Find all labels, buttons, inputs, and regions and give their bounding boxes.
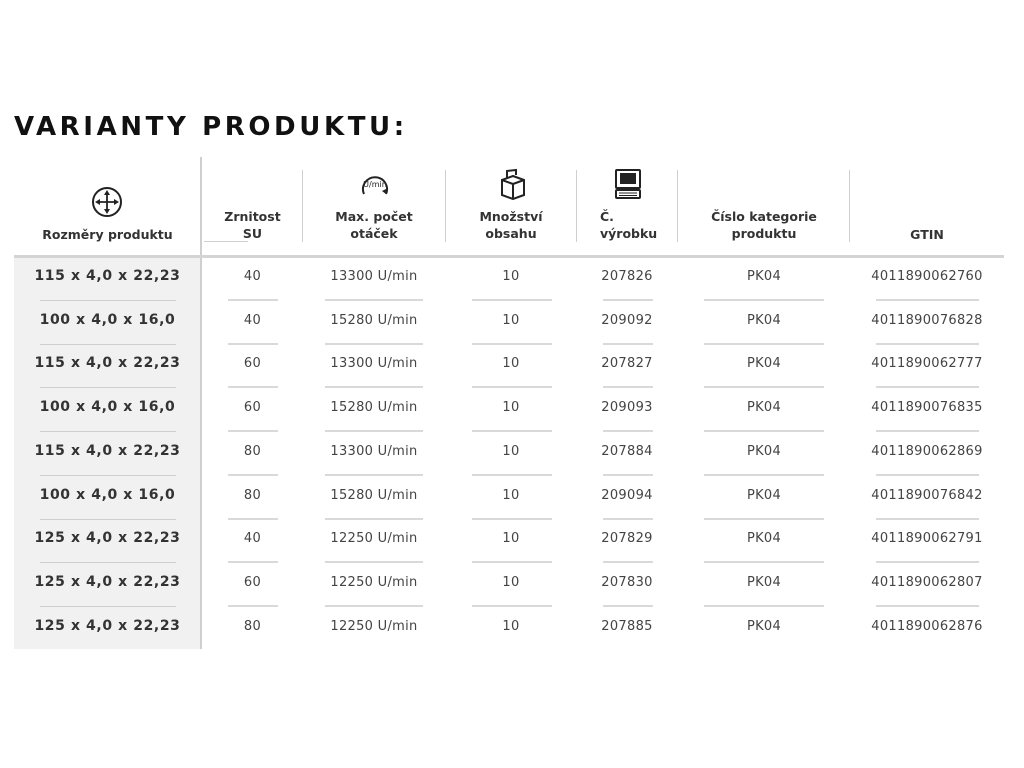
cell-rpm: 15280 U/min: [330, 400, 418, 416]
row-underline: [325, 474, 423, 476]
cell-category: PK04: [746, 269, 782, 284]
box-icon: [498, 168, 528, 200]
row-underline: [228, 474, 278, 476]
cell-dimensions: 125 x 4,0 x 22,23: [34, 573, 181, 590]
cell-dimensions: 115 x 4,0 x 22,23: [34, 442, 181, 459]
row-underline: [704, 561, 824, 563]
header-divider: [445, 170, 446, 242]
header-quantity: Množství obsahu: [479, 209, 543, 241]
cell-grit: 80: [243, 443, 262, 459]
row-underline: [228, 386, 278, 388]
cell-item-number: 207829: [601, 531, 653, 547]
row-underline: [876, 474, 979, 476]
header-dimensions: Rozměry produktu: [42, 227, 173, 242]
table-row: [0, 520, 1024, 564]
row-underline: [325, 430, 423, 432]
row-underline: [704, 518, 824, 520]
row-underline: [704, 386, 824, 388]
row-underline: [325, 343, 423, 345]
table-row: [0, 345, 1024, 389]
header-item-number: Č. výrobku: [600, 209, 658, 241]
cell-rpm: 13300 U/min: [330, 443, 418, 459]
row-underline: [876, 518, 979, 520]
row-underline: [472, 561, 552, 563]
cell-gtin: 4011890076842: [871, 487, 983, 503]
page-title: VARIANTY PRODUKTU:: [14, 112, 408, 142]
table-row: [0, 302, 1024, 346]
row-underline: [228, 561, 278, 563]
cell-quantity: 10: [502, 618, 520, 634]
cell-dimensions: 125 x 4,0 x 22,23: [34, 617, 181, 634]
cell-rpm: 13300 U/min: [330, 356, 418, 372]
row-underline: [876, 605, 979, 607]
row-underline: [704, 343, 824, 345]
cell-gtin: 4011890062807: [871, 574, 983, 590]
cell-grit: 60: [243, 574, 262, 590]
header-category: Číslo kategorie produktu: [711, 209, 817, 241]
row-underline: [603, 474, 653, 476]
row-underline: [704, 474, 824, 476]
header-divider: [849, 170, 850, 242]
row-underline: [472, 386, 552, 388]
cell-dimensions: 115 x 4,0 x 22,23: [34, 268, 181, 284]
rpm-gauge-icon: [357, 170, 393, 200]
cell-gtin: 4011890062869: [871, 443, 983, 459]
header-divider: [677, 170, 678, 242]
cell-category: PK04: [746, 312, 782, 328]
row-underline: [704, 299, 824, 301]
table-row: [0, 258, 1024, 302]
cell-quantity: 10: [502, 356, 520, 372]
cell-gtin: 4011890062777: [871, 356, 983, 372]
cell-gtin: 4011890062876: [871, 618, 983, 634]
cell-category: PK04: [746, 531, 782, 547]
cell-quantity: 10: [502, 487, 520, 503]
row-underline: [876, 386, 979, 388]
cell-gtin: 4011890062791: [871, 531, 983, 547]
row-underline: [325, 299, 423, 301]
cell-grit: 80: [243, 618, 262, 634]
row-underline: [228, 430, 278, 432]
row-underline: [876, 343, 979, 345]
table-row: [0, 433, 1024, 477]
cell-item-number: 207885: [601, 618, 653, 634]
four-way-arrows-icon: [91, 186, 123, 218]
cell-quantity: 10: [502, 443, 520, 459]
row-underline: [876, 299, 979, 301]
cell-rpm: 12250 U/min: [330, 531, 418, 547]
table-row: [0, 608, 1024, 652]
row-underline: [603, 518, 653, 520]
cell-category: PK04: [746, 356, 782, 372]
cell-item-number: 207827: [601, 356, 653, 372]
row-underline: [228, 518, 278, 520]
header-grit: Zrnitost SU: [224, 209, 281, 241]
row-underline: [472, 343, 552, 345]
cell-dimensions: 115 x 4,0 x 22,23: [34, 355, 181, 372]
cell-item-number: 209094: [601, 487, 653, 503]
cell-dimensions: 100 x 4,0 x 16,0: [39, 486, 176, 503]
row-underline: [325, 386, 423, 388]
row-underline: [876, 430, 979, 432]
cell-category: PK04: [746, 400, 782, 416]
cell-dimensions: 100 x 4,0 x 16,0: [39, 399, 176, 416]
cell-quantity: 10: [502, 312, 520, 328]
cell-category: PK04: [746, 574, 782, 590]
row-underline: [603, 561, 653, 563]
row-underline: [472, 474, 552, 476]
row-underline: [228, 605, 278, 607]
cell-rpm: 15280 U/min: [330, 312, 418, 328]
header-divider: [576, 170, 577, 242]
cell-grit: 80: [243, 487, 262, 503]
header-gtin: GTIN: [910, 227, 944, 242]
cell-grit: 60: [243, 400, 262, 416]
cell-gtin: 4011890062760: [871, 269, 983, 284]
row-underline: [472, 518, 552, 520]
cell-gtin: 4011890076828: [871, 312, 983, 328]
row-underline: [325, 561, 423, 563]
table-row: [0, 564, 1024, 608]
row-underline: [325, 518, 423, 520]
cell-grit: 60: [243, 356, 262, 372]
cell-grit: 40: [243, 269, 262, 284]
cell-dimensions: 100 x 4,0 x 16,0: [39, 311, 176, 328]
cell-category: PK04: [746, 443, 782, 459]
cell-category: PK04: [746, 487, 782, 503]
cell-quantity: 10: [502, 574, 520, 590]
row-underline: [704, 605, 824, 607]
cell-item-number: 207884: [601, 443, 653, 459]
cell-quantity: 10: [502, 269, 520, 284]
cell-rpm: 15280 U/min: [330, 487, 418, 503]
table-row: [0, 389, 1024, 433]
cell-quantity: 10: [502, 400, 520, 416]
svg-text:U/min: U/min: [363, 180, 387, 189]
cell-grit: 40: [243, 531, 262, 547]
cell-rpm: 12250 U/min: [330, 618, 418, 634]
row-underline: [704, 430, 824, 432]
cell-grit: 40: [243, 312, 262, 328]
row-underline: [472, 430, 552, 432]
row-underline: [603, 605, 653, 607]
computer-terminal-icon: [613, 168, 643, 200]
cell-dimensions: 125 x 4,0 x 22,23: [34, 530, 181, 547]
row-underline: [472, 605, 552, 607]
header-divider: [302, 170, 303, 242]
row-underline: [325, 605, 423, 607]
row-underline: [603, 386, 653, 388]
table-row: [0, 477, 1024, 521]
row-underline: [603, 343, 653, 345]
cell-rpm: 12250 U/min: [330, 574, 418, 590]
cell-category: PK04: [746, 618, 782, 634]
cell-item-number: 209093: [601, 400, 653, 416]
cell-quantity: 10: [502, 531, 520, 547]
row-underline: [472, 299, 552, 301]
row-underline: [603, 430, 653, 432]
row-underline: [876, 561, 979, 563]
row-underline: [603, 299, 653, 301]
cell-item-number: 207830: [601, 574, 653, 590]
row-underline: [228, 299, 278, 301]
row-underline: [228, 343, 278, 345]
cell-item-number: 207826: [601, 269, 653, 284]
cell-gtin: 4011890076835: [871, 400, 983, 416]
cell-item-number: 209092: [601, 312, 653, 328]
header-rpm: Max. počet otáček: [335, 209, 413, 241]
cell-rpm: 13300 U/min: [330, 269, 418, 284]
